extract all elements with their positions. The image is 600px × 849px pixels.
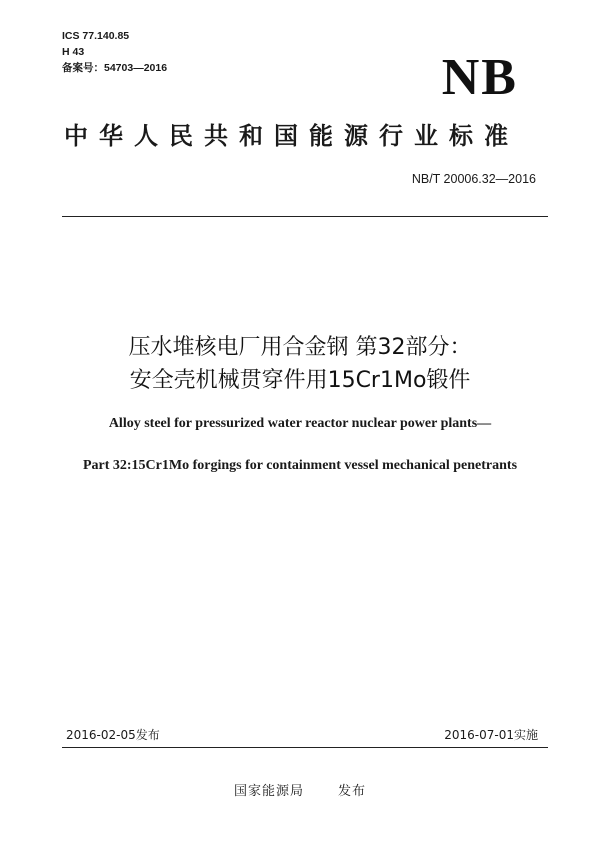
bottom-divider bbox=[62, 747, 548, 748]
ics-code: ICS 77.140.85 bbox=[62, 30, 130, 42]
chinese-title-line2: 安全壳机械贯穿件用15Cr1Mo锻件 bbox=[129, 368, 471, 393]
chinese-title-line1: 压水堆核电厂用合金钢 第32部分： bbox=[128, 335, 472, 360]
english-title-line1: Alloy steel for pressurized water reactor nuclear power plants— bbox=[108, 416, 492, 431]
top-divider bbox=[62, 216, 548, 217]
english-title-line2: Part 32:15Cr1Mo forgings for containment vessel mechanical penetrants bbox=[82, 458, 518, 473]
publisher-line bbox=[0, 783, 600, 801]
filing-number: 备案号：54703—2016 bbox=[62, 62, 168, 74]
standard-category: 中华人民共和国能源行业标准 bbox=[64, 122, 519, 150]
issue-date: 2016-02-05发布 bbox=[66, 728, 160, 742]
publish-action: 发布 bbox=[338, 784, 367, 799]
standard-number: NB/T 20006.32—2016 bbox=[411, 172, 536, 186]
classification-block bbox=[62, 28, 167, 76]
implementation-date: 2016-07-01实施 bbox=[444, 728, 538, 742]
publisher-name: 国家能源局 bbox=[233, 784, 304, 799]
ccs-code: H 43 bbox=[62, 46, 85, 58]
nb-logo: NB bbox=[441, 49, 518, 106]
